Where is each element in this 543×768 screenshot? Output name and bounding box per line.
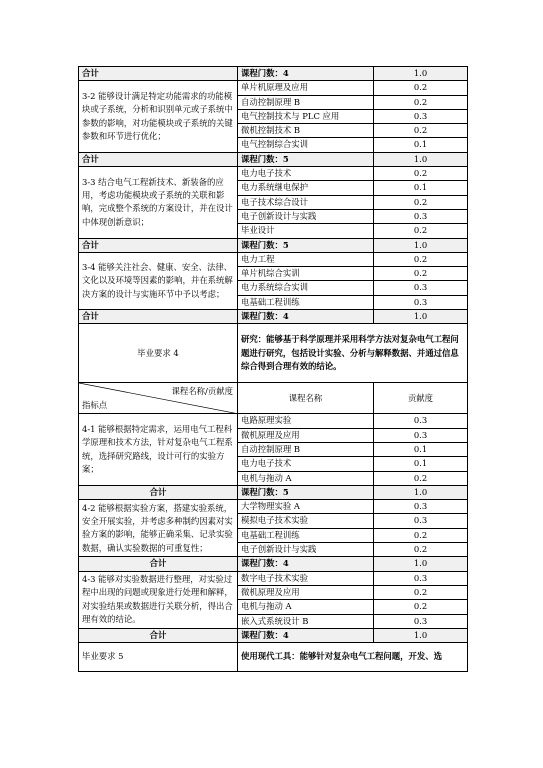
- total-label: 合计: [79, 310, 238, 324]
- course-weight: 0.1: [374, 442, 468, 456]
- course-name: 电力工程: [238, 252, 374, 266]
- table-row: [79, 252, 468, 266]
- course-count: 课程门数：4: [238, 310, 374, 324]
- course-count: 课程门数：4: [238, 557, 374, 571]
- total-weight: 1.0: [374, 557, 468, 571]
- course-name: 电力电子技术: [238, 457, 374, 471]
- diagonal-header-bottom: 指标点: [82, 400, 108, 411]
- total-weight: 1.0: [374, 485, 468, 499]
- course-weight: 0.3: [374, 514, 468, 528]
- course-count: 课程门数：5: [238, 238, 374, 252]
- course-weight: 0.2: [374, 600, 468, 614]
- indicator-text: 4-2 能够根据实验方案，搭建实验系统，安全开展实验，并考虑多种制约因素对实验方案的影响，能够正确采集、记录实验数据，确认实验数据的可重复性；: [79, 500, 238, 557]
- course-name: 电基础工程训练: [238, 528, 374, 542]
- total-row: [79, 67, 468, 81]
- total-weight: 1.0: [374, 238, 468, 252]
- total-label: 合计: [79, 152, 238, 166]
- course-name: 电机与拖动 A: [238, 471, 374, 485]
- course-name: 自动控制原理 B: [238, 95, 374, 109]
- course-weight: 0.2: [374, 471, 468, 485]
- course-weight: 0.3: [374, 428, 468, 442]
- course-weight: 0.3: [374, 295, 468, 309]
- requirement-text: 使用现代工具：能够针对复杂电气工程问题，开发、选: [238, 643, 468, 672]
- requirement-row: [79, 324, 468, 383]
- course-weight: 0.3: [374, 109, 468, 123]
- course-weight: 0.2: [374, 167, 468, 181]
- course-name: 电子创新设计与实践: [238, 209, 374, 223]
- requirement-text: 研究：能够基于科学原理并采用科学方法对复杂电气工程问题进行研究，包括设计实验、分析与解释数据、并通过信息综合得到合理有效的结论。: [238, 324, 468, 383]
- requirement-label: 毕业要求 4: [79, 324, 238, 383]
- course-name: 电路原理实验: [238, 414, 374, 428]
- course-weight: 0.1: [374, 457, 468, 471]
- course-name: 微机原理及应用: [238, 585, 374, 599]
- course-weight: 0.2: [374, 124, 468, 138]
- course-weight: 0.2: [374, 95, 468, 109]
- total-label: 合计: [79, 485, 238, 499]
- course-name: 电基础工程训练: [238, 295, 374, 309]
- course-count: 课程门数：4: [238, 67, 374, 81]
- indicator-text: 3-4 能够关注社会、健康、安全、法律、文化以及环境等因素的影响，并在系统解决方案的设计与实施环节中予以考虑；: [79, 252, 238, 309]
- table-row: [79, 81, 468, 95]
- requirement-row: [79, 643, 468, 672]
- total-label: 合计: [79, 67, 238, 81]
- course-weight: 0.1: [374, 181, 468, 195]
- header-row: [79, 383, 468, 414]
- requirement-label: 毕业要求 5: [79, 643, 238, 672]
- course-weight: 0.3: [374, 281, 468, 295]
- indicator-course-table: [78, 66, 468, 672]
- course-name: 嵌入式系统设计 B: [238, 614, 374, 628]
- course-name: 电子技术综合设计: [238, 195, 374, 209]
- total-row: [79, 310, 468, 324]
- course-weight: 0.2: [374, 585, 468, 599]
- course-name: 大学物理实验 A: [238, 500, 374, 514]
- table-row: [79, 167, 468, 181]
- total-label: 合计: [79, 238, 238, 252]
- course-name: 微机原理及应用: [238, 428, 374, 442]
- total-row: [79, 485, 468, 499]
- total-weight: 1.0: [374, 628, 468, 642]
- course-weight: 0.1: [374, 138, 468, 152]
- diagonal-header-top: 课程名称/贡献度: [171, 386, 233, 397]
- course-column-header: 课程名称: [238, 383, 374, 414]
- course-weight: 0.3: [374, 614, 468, 628]
- course-name: 电力系统继电保护: [238, 181, 374, 195]
- total-label: 合计: [79, 628, 238, 642]
- course-count: 课程门数：4: [238, 628, 374, 642]
- course-weight: 0.2: [374, 543, 468, 557]
- total-row: [79, 152, 468, 166]
- total-weight: 1.0: [374, 152, 468, 166]
- indicator-text: 4-1 能够根据特定需求，运用电气工程科学原理和技术方法，针对复杂电气工程系统，选择研究路线，设计可行的实验方案；: [79, 414, 238, 485]
- total-label: 合计: [79, 557, 238, 571]
- course-weight: 0.3: [374, 571, 468, 585]
- indicator-text: 4-3 能够对实验数据进行整理，对实验过程中出现的问题或现象进行处理和解释，对实验结果或数据进行关联分析，得出合理有效的结论。: [79, 571, 238, 628]
- total-weight: 1.0: [374, 310, 468, 324]
- total-row: [79, 238, 468, 252]
- course-name: 电子创新设计与实践: [238, 543, 374, 557]
- course-name: 电力电子技术: [238, 167, 374, 181]
- table-row: [79, 571, 468, 585]
- course-name: 电力系统综合实训: [238, 281, 374, 295]
- total-weight: 1.0: [374, 67, 468, 81]
- course-name: 电气控制技术与 PLC 应用: [238, 109, 374, 123]
- course-weight: 0.3: [374, 500, 468, 514]
- course-name: 自动控制原理 B: [238, 442, 374, 456]
- table-row: [79, 414, 468, 428]
- indicator-text: 3-3 结合电气工程新技术、新装备的应用，考虑功能模块或子系统的关联和影响，完成整个系统的方案设计，并在设计中体现创新意识；: [79, 167, 238, 238]
- course-name: 单片机原理及应用: [238, 81, 374, 95]
- course-weight: 0.2: [374, 267, 468, 281]
- course-weight: 0.2: [374, 528, 468, 542]
- course-weight: 0.2: [374, 81, 468, 95]
- course-name: 微机控制技术 B: [238, 124, 374, 138]
- course-weight: 0.3: [374, 414, 468, 428]
- table-row: [79, 500, 468, 514]
- course-weight: 0.2: [374, 252, 468, 266]
- course-count: 课程门数：5: [238, 152, 374, 166]
- course-weight: 0.3: [374, 209, 468, 223]
- course-name: 电气控制综合实训: [238, 138, 374, 152]
- indicator-text: 3-2 能够设计满足特定功能需求的功能模块或子系统，分析和识别单元或子系统中参数的影响，对功能模块或子系统的关键参数和环节进行优化；: [79, 81, 238, 152]
- course-name: 模拟电子技术实验: [238, 514, 374, 528]
- course-name: 数字电子技术实验: [238, 571, 374, 585]
- diagonal-header-cell: [79, 383, 238, 414]
- total-row: [79, 557, 468, 571]
- course-name: 毕业设计: [238, 224, 374, 238]
- weight-column-header: 贡献度: [374, 383, 468, 414]
- course-count: 课程门数：5: [238, 485, 374, 499]
- total-row: [79, 628, 468, 642]
- course-weight: 0.2: [374, 224, 468, 238]
- course-weight: 0.2: [374, 195, 468, 209]
- course-name: 电机与拖动 A: [238, 600, 374, 614]
- course-name: 单片机综合实训: [238, 267, 374, 281]
